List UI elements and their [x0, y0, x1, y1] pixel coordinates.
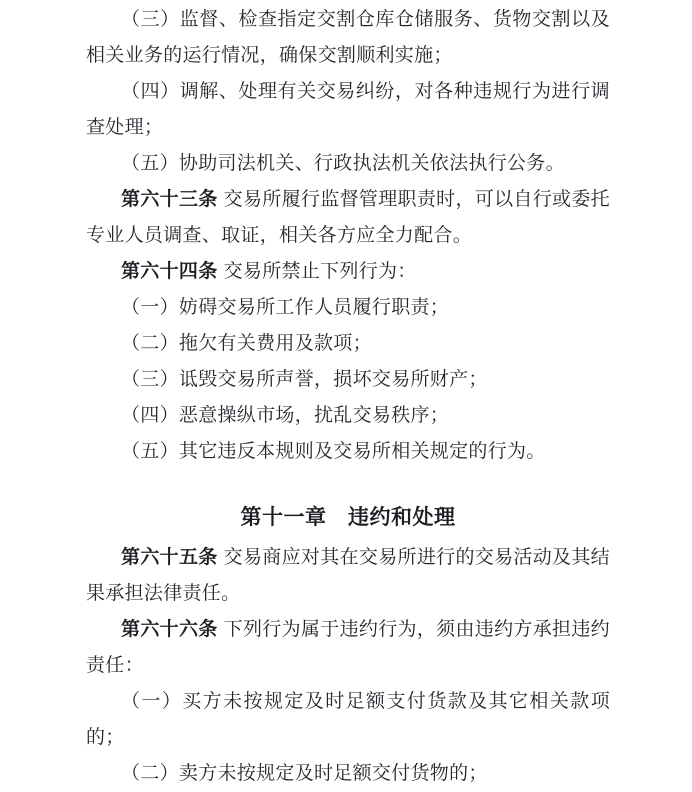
- article-63: [86, 182, 610, 254]
- list-item-5-other: [86, 434, 610, 470]
- article-64: [86, 254, 610, 290]
- list-item-4-mediation: [86, 74, 610, 146]
- paragraph-text: （二）拖欠有关费用及款项；: [121, 333, 372, 354]
- paragraph-text: （一）妨碍交易所工作人员履行职责；: [121, 297, 450, 318]
- list-item-1-buyer-default: [86, 684, 610, 756]
- paragraph-text: 交易所禁止下列行为：: [223, 261, 417, 282]
- paragraph-text: （三）诋毁交易所声誉，损坏交易所财产；: [121, 369, 488, 390]
- paragraph-text: （二）卖方未按规定及时足额交付货物的；: [121, 763, 488, 784]
- list-item-5-assist: [86, 146, 610, 182]
- article-66: [86, 612, 610, 684]
- paragraph-text: 下列行为属于违约行为，须由违约方承担违约责任：: [86, 619, 610, 676]
- article-63-number-label: 第六十三条: [121, 189, 218, 210]
- paragraph-text: （三）监督、检查指定交割仓库仓储服务、货物交割以及相关业务的运行情况，确保交割顺利实施；: [86, 9, 610, 66]
- list-item-4-manipulate: [86, 398, 610, 434]
- list-item-3-supervision: [86, 2, 610, 74]
- paragraph-text: （一）买方未按规定及时足额支付货款及其它相关款项的；: [86, 691, 610, 748]
- paragraph-text: （四）调解、处理有关交易纠纷，对各种违规行为进行调查处理；: [86, 81, 610, 138]
- list-item-1-obstruct: [86, 290, 610, 326]
- paragraph-text: （五）其它违反本规则及交易所相关规定的行为。: [121, 441, 546, 462]
- paragraph-text: （五）协助司法机关、行政执法机关依法执行公务。: [121, 153, 565, 174]
- paragraph-text: （四）恶意操纵市场，扰乱交易秩序；: [121, 405, 450, 426]
- article-64-number-label: 第六十四条: [121, 261, 218, 282]
- article-65: [86, 540, 610, 612]
- article-66-number-label: 第六十六条: [121, 619, 218, 640]
- paragraph-text: 交易商应对其在交易所进行的交易活动及其结果承担法律责任。: [86, 547, 610, 604]
- list-item-2-arrears: [86, 326, 610, 362]
- chapter-heading: 第十一章 违约和处理: [240, 506, 456, 529]
- paragraph-text: 交易所履行监督管理职责时，可以自行或委托专业人员调查、取证，相关各方应全力配合。: [86, 189, 610, 246]
- list-item-2-seller-default: [86, 756, 610, 792]
- article-65-number-label: 第六十五条: [121, 547, 218, 568]
- list-item-3-defame: [86, 362, 610, 398]
